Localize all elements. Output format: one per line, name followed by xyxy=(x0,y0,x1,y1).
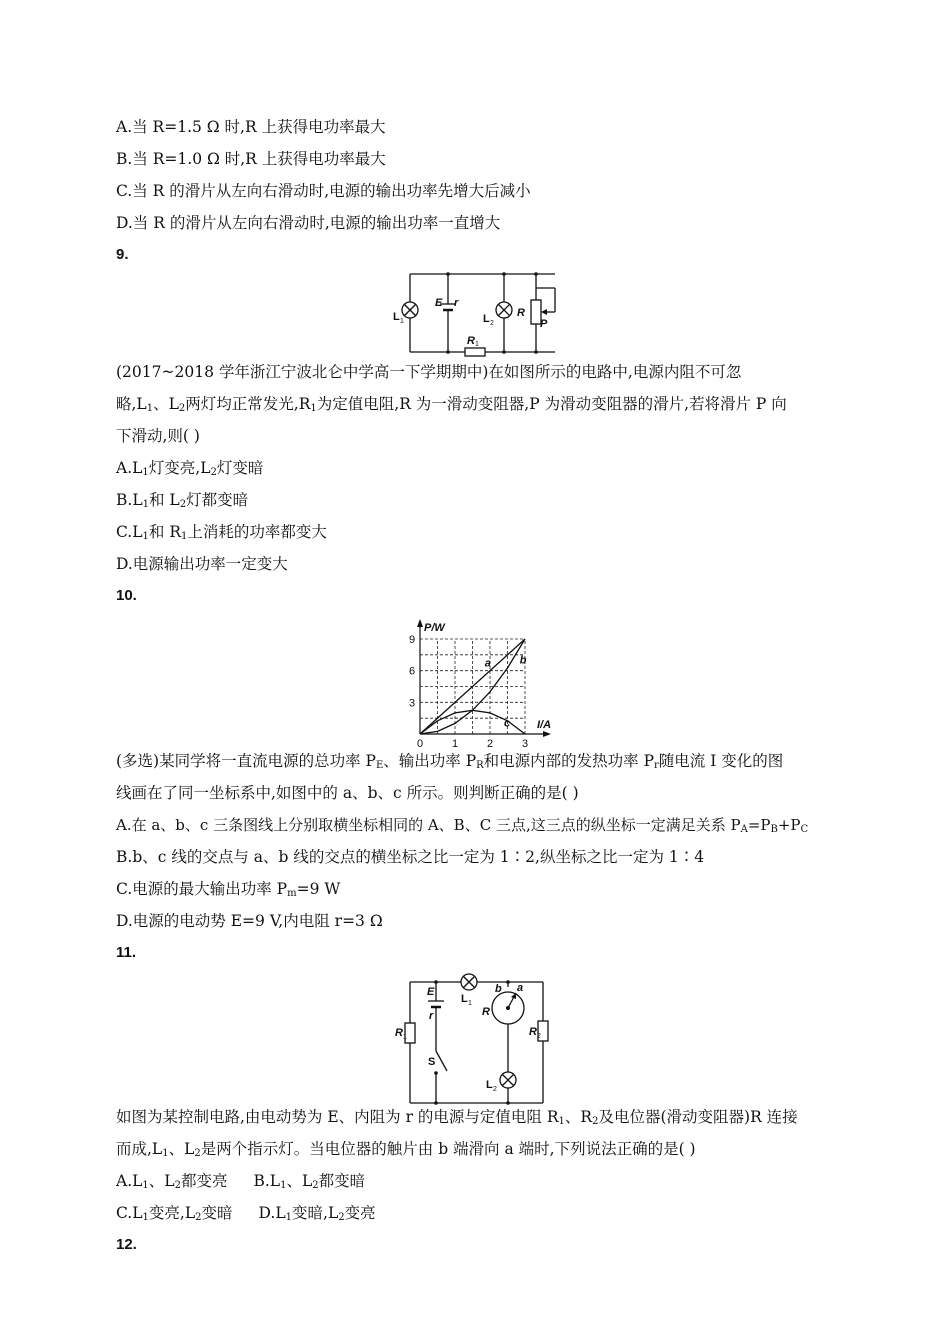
q9-label-e: E xyxy=(435,297,443,309)
q11-number: 11. xyxy=(116,944,137,961)
q9-stem-line2: 略$,L_1$、$L_2$两灯均正常发光$,R_1$为定值电阻,R 为一滑动变阻器,P 为滑动变阻器的滑片,若将滑片 P 向 xyxy=(116,395,787,414)
q8-option-b: B.当 R=1.0 Ω 时,R 上获得电功率最大 xyxy=(116,150,386,168)
q11-label-r: r xyxy=(429,1010,434,1022)
x-axis-arrow xyxy=(543,731,551,737)
q11-switch-icon xyxy=(436,1051,447,1071)
x-tick-label: 1 xyxy=(452,738,459,748)
q11-options-row1 xyxy=(116,1171,365,1196)
q11-label-l1: L xyxy=(461,993,468,1005)
y-tick-label: 3 xyxy=(409,697,416,710)
q10-stem-line1: (多选)某同学将一直流电源的总功率 $P_E$、输出功率 $P_R$和电源内部的发热功率 $P_r$随电流 I 变化的图 xyxy=(116,752,784,771)
q11-label-l1-sub: 1 xyxy=(468,1000,472,1007)
q9-option-a: $A.L_1$灯变亮$,L_2$灯变暗 xyxy=(116,459,264,478)
x-tick-label: 2 xyxy=(487,738,494,748)
q11-label-pot: R xyxy=(482,1006,490,1018)
q9-option-c: $C.L_1$和 $R_1$上消耗的功率都变大 xyxy=(116,523,327,542)
series-label-a: a xyxy=(484,657,491,670)
q9-label-r1: R xyxy=(467,335,475,347)
q9-label-rheostat: R xyxy=(517,307,525,319)
q11-stem-line2: 而成$,L_1$、$L_2$是两个指示灯。当电位器的触片由 b 端滑向 a 端时,下列说法正确的是( ) xyxy=(116,1140,696,1159)
q9-label-r1-sub: 1 xyxy=(475,341,479,348)
q11-option-c: $C.L_1$变亮$,L_2$变暗 xyxy=(116,1204,233,1223)
q9-option-d: D.电源输出功率一定变大 xyxy=(116,555,288,573)
q9-label-r: r xyxy=(454,297,459,309)
q11-label-r2: R xyxy=(529,1026,537,1038)
q10-option-d: D.电源的电动势 E=9 V,内电阻 r=3 Ω xyxy=(116,912,383,930)
y-axis-label: P/W xyxy=(424,622,445,634)
q12-number: 12. xyxy=(116,1236,137,1253)
y-tick-label: 9 xyxy=(409,634,416,646)
x-tick-label: 0 xyxy=(417,738,424,748)
q11-label-l2: L xyxy=(486,1079,493,1091)
q11-options-row2 xyxy=(116,1203,376,1228)
q9-resistor-r1-icon xyxy=(465,348,485,356)
x-tick-label: 3 xyxy=(522,738,529,748)
q9-label-l2-sub: 2 xyxy=(490,320,494,327)
q8-option-c: C.当 R 的滑片从左向右滑动时,电源的输出功率先增大后减小 xyxy=(116,182,531,200)
series-label-b: b xyxy=(519,654,527,667)
q10-number: 10. xyxy=(116,587,137,604)
q8-option-d: D.当 R 的滑片从左向右滑动时,电源的输出功率一直增大 xyxy=(116,214,501,232)
q11-stem-line1: 如图为某控制电路,由电动势为 E、内阻为 r 的电源与定值电阻 $R_1$、$R_2$及电位器(滑动变阻器)R 连接 xyxy=(116,1108,798,1127)
q10-option-a: A.在 a、b、c 三条图线上分别取横坐标相同的 A、B、C 三点,这三点的纵坐标一定满足关系 $P_A=P_B+P_C$ xyxy=(116,816,809,835)
q10-option-b: B.b、c 线的交点与 a、b 线的交点的横坐标之比一定为 1∶2,纵坐标之比一定为 1∶4 xyxy=(116,848,705,866)
q11-label-e: E xyxy=(427,986,435,998)
series-label-c: c xyxy=(504,717,511,730)
q11-label-s: S xyxy=(428,1056,436,1068)
q10-option-c: C.电源的最大输出功率 $P_m=9$ W xyxy=(116,880,341,899)
q9-circuit-diagram xyxy=(390,268,560,360)
q11-label-b: b xyxy=(495,983,502,995)
q11-option-d: $D.L_1$变暗$,L_2$变亮 xyxy=(258,1204,376,1223)
q9-stem-line1: (2017~2018 学年浙江宁波北仑中学高一下学期期中)在如图所示的电路中,电源内阻不可忽 xyxy=(116,363,742,381)
q11-label-r2-sub: 2 xyxy=(537,1033,541,1040)
q11-option-b: $B.L_1$、$L_2$都变暗 xyxy=(253,1172,366,1191)
q9-label-l1-sub: 1 xyxy=(400,318,404,325)
y-tick-label: 6 xyxy=(409,665,416,678)
q10-power-chart xyxy=(390,606,565,748)
q10-stem-line2: 线画在了同一坐标系中,如图中的 a、b、c 所示。则判断正确的是( ) xyxy=(116,784,579,802)
y-axis-arrow xyxy=(417,619,423,627)
q9-label-l1: L xyxy=(393,311,400,323)
q9-label-l2: L xyxy=(483,313,490,325)
q11-label-l2-sub: 2 xyxy=(493,1086,497,1093)
q9-option-b: $B.L_1$和 $L_2$灯都变暗 xyxy=(116,491,249,510)
q9-stem-line3: 下滑动,则( ) xyxy=(116,427,200,445)
q11-label-r1: R xyxy=(395,1027,403,1039)
q9-label-p: P xyxy=(540,318,548,330)
q11-label-a: a xyxy=(517,982,524,994)
q11-circuit-diagram xyxy=(395,965,555,1110)
x-axis-label: I/A xyxy=(537,719,552,731)
q11-label-r1-sub: 1 xyxy=(403,1034,407,1041)
q9-number: 9. xyxy=(116,246,129,263)
q11-option-a: $A.L_1$、$L_2$都变亮 xyxy=(116,1172,228,1191)
q8-option-a: A.当 R=1.5 Ω 时,R 上获得电功率最大 xyxy=(116,118,386,136)
